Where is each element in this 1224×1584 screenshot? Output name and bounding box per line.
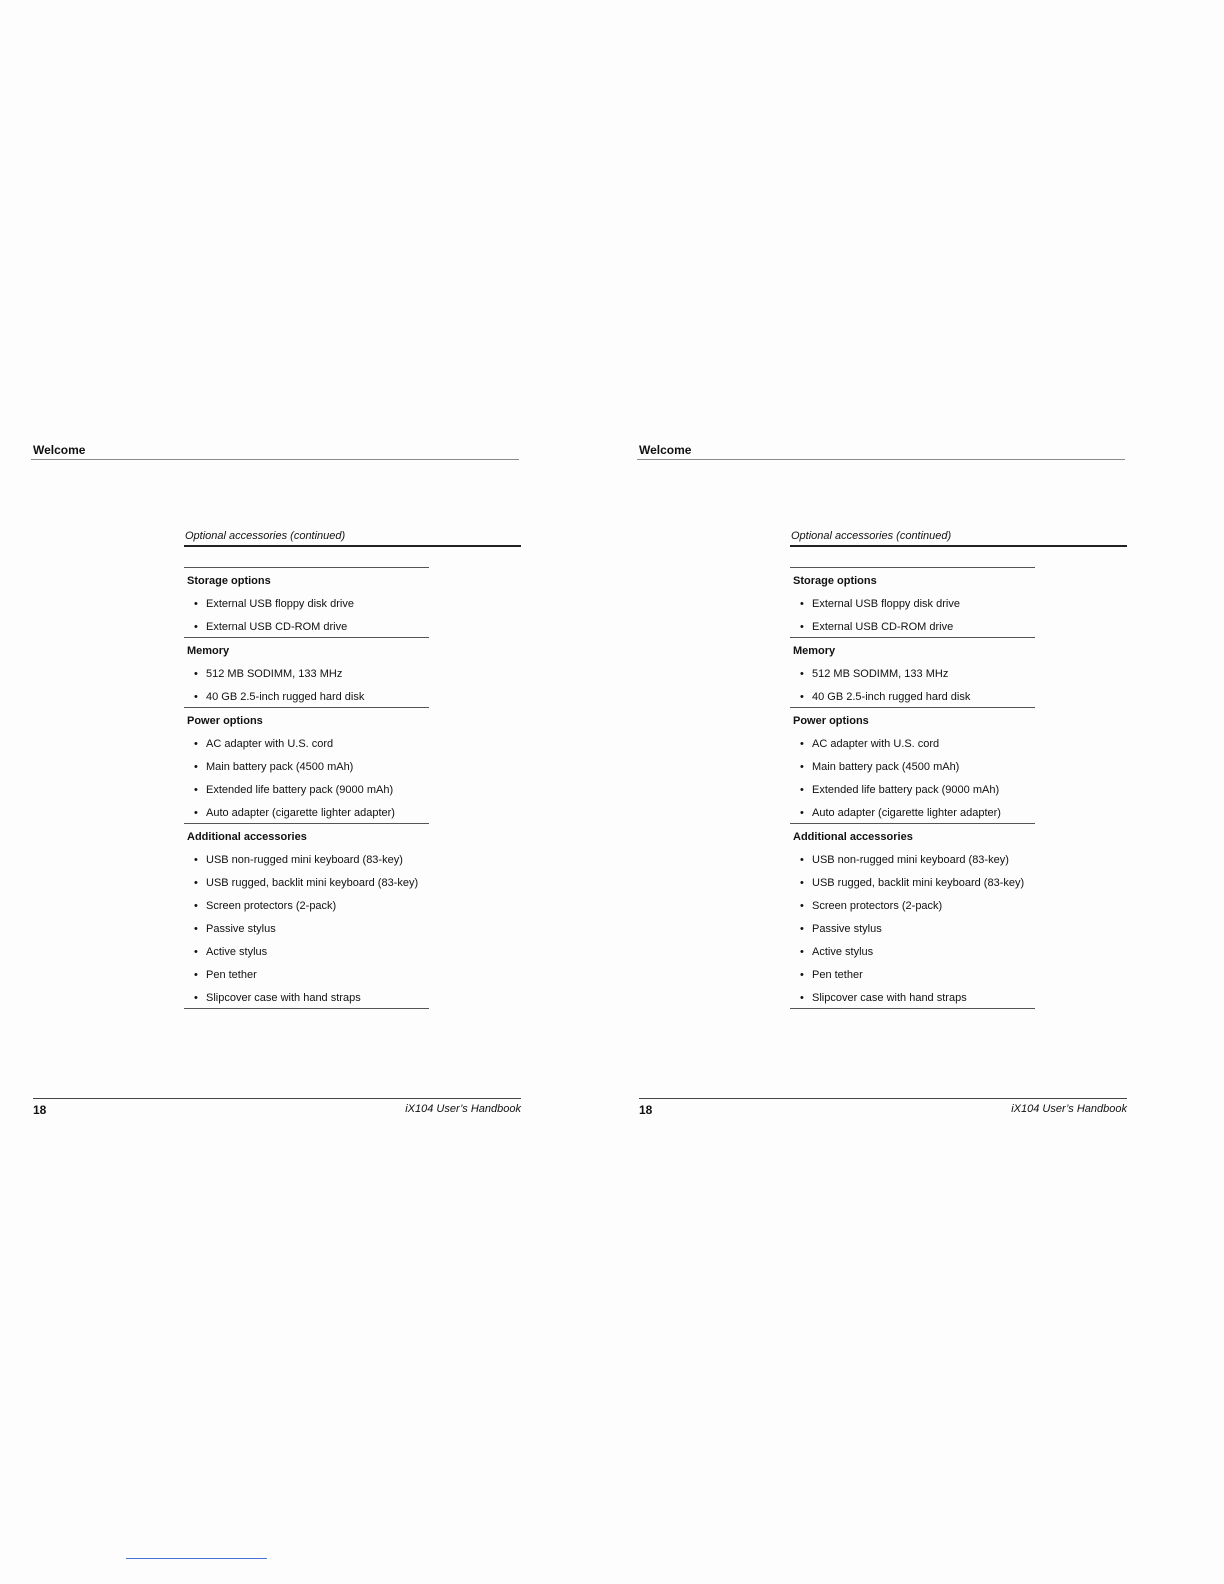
header-rule <box>637 459 1125 460</box>
list-item <box>790 985 1035 1008</box>
bullet-icon: • <box>194 900 198 912</box>
bullet-icon: • <box>800 877 804 889</box>
list-item-label: Pen tether <box>206 969 257 981</box>
bullet-icon: • <box>194 598 198 610</box>
list-item <box>790 661 1035 684</box>
list-item-label: Slipcover case with hand straps <box>206 992 361 1004</box>
list-item <box>184 777 429 800</box>
bullet-icon: • <box>194 691 198 703</box>
bullet-icon: • <box>194 784 198 796</box>
bullet-icon: • <box>800 691 804 703</box>
list-item-label: Auto adapter (cigarette lighter adapter) <box>812 807 1001 819</box>
list-item <box>790 731 1035 754</box>
list-item <box>790 962 1035 985</box>
book-title: iX104 User’s Handbook <box>405 1103 521 1115</box>
section-title: Additional accessories <box>187 831 307 843</box>
section-additional-accessories <box>184 824 429 1009</box>
list-item <box>790 684 1035 707</box>
list-item-label: External USB floppy disk drive <box>812 598 960 610</box>
list-item <box>184 893 429 916</box>
list-item-label: Extended life battery pack (9000 mAh) <box>206 784 394 796</box>
running-header: Welcome <box>33 443 86 457</box>
section-title: Memory <box>187 645 230 657</box>
page-number: 18 <box>33 1103 47 1117</box>
bullet-icon: • <box>800 969 804 981</box>
list-item-label: USB non-rugged mini keyboard (83-key) <box>206 854 403 866</box>
list-item-label: Passive stylus <box>206 923 276 935</box>
bullet-icon: • <box>194 854 198 866</box>
book-title: iX104 User’s Handbook <box>1011 1103 1127 1115</box>
section-title: Power options <box>187 715 263 727</box>
list-item-label: Main battery pack (4500 mAh) <box>206 761 354 773</box>
bullet-icon: • <box>800 784 804 796</box>
bullet-icon: • <box>194 923 198 935</box>
page-right <box>606 0 1218 1584</box>
list-item <box>184 939 429 962</box>
bullet-icon: • <box>800 668 804 680</box>
bullet-icon: • <box>194 992 198 1004</box>
section-title: Storage options <box>793 575 877 587</box>
list-item <box>184 684 429 707</box>
list-item <box>790 754 1035 777</box>
list-item <box>184 591 429 614</box>
list-item-label: Slipcover case with hand straps <box>812 992 967 1004</box>
bullet-icon: • <box>800 807 804 819</box>
bullet-icon: • <box>194 621 198 633</box>
list-item <box>790 591 1035 614</box>
list-item-label: External USB CD-ROM drive <box>206 621 348 633</box>
bullet-icon: • <box>194 969 198 981</box>
table-caption: Optional accessories (continued) <box>791 530 952 542</box>
page-number: 18 <box>639 1103 653 1117</box>
list-item-label: 512 MB SODIMM, 133 MHz <box>206 668 343 680</box>
list-item-label: Screen protectors (2-pack) <box>206 900 337 912</box>
footer-rule <box>639 1098 1127 1099</box>
caption-rule <box>184 545 521 547</box>
bullet-icon: • <box>800 738 804 750</box>
list-item <box>790 870 1035 893</box>
list-item-label: USB rugged, backlit mini keyboard (83-key) <box>812 877 1025 889</box>
list-item <box>184 985 429 1008</box>
bullet-icon: • <box>194 807 198 819</box>
list-item <box>790 800 1035 823</box>
list-item-label: 40 GB 2.5-inch rugged hard disk <box>812 691 971 703</box>
section-title: Memory <box>793 645 836 657</box>
list-item-label: External USB CD-ROM drive <box>812 621 954 633</box>
list-item-label: Screen protectors (2-pack) <box>812 900 943 912</box>
section-storage-options <box>790 568 1035 638</box>
section-memory <box>184 638 429 708</box>
list-item-label: Active stylus <box>206 946 268 958</box>
section-memory <box>790 638 1035 708</box>
list-item-label: Main battery pack (4500 mAh) <box>812 761 960 773</box>
list-item-label: AC adapter with U.S. cord <box>206 738 334 750</box>
bullet-icon: • <box>800 992 804 1004</box>
section-title: Additional accessories <box>793 831 913 843</box>
list-item-label: USB rugged, backlit mini keyboard (83-key) <box>206 877 419 889</box>
list-item <box>790 939 1035 962</box>
list-item <box>184 870 429 893</box>
list-item-label: Auto adapter (cigarette lighter adapter) <box>206 807 395 819</box>
bullet-icon: • <box>194 761 198 773</box>
list-item-label: USB non-rugged mini keyboard (83-key) <box>812 854 1009 866</box>
section-power-options <box>790 708 1035 824</box>
section-power-options <box>184 708 429 824</box>
list-item <box>790 916 1035 939</box>
list-item <box>790 777 1035 800</box>
bullet-icon: • <box>194 877 198 889</box>
bullet-icon: • <box>800 923 804 935</box>
bullet-icon: • <box>800 854 804 866</box>
list-item <box>184 731 429 754</box>
bullet-icon: • <box>194 668 198 680</box>
section-title: Power options <box>793 715 869 727</box>
list-item <box>184 962 429 985</box>
list-item <box>184 614 429 637</box>
bullet-icon: • <box>800 761 804 773</box>
list-item <box>790 847 1035 870</box>
list-item-label: AC adapter with U.S. cord <box>812 738 940 750</box>
bullet-icon: • <box>800 621 804 633</box>
running-header: Welcome <box>639 443 692 457</box>
section-storage-options <box>184 568 429 638</box>
header-rule <box>31 459 519 460</box>
bullet-icon: • <box>800 598 804 610</box>
footer-rule <box>33 1098 521 1099</box>
list-item <box>184 800 429 823</box>
caption-rule <box>790 545 1127 547</box>
accessories-table <box>790 567 1035 1009</box>
list-item <box>184 847 429 870</box>
list-item <box>184 916 429 939</box>
list-item <box>790 893 1035 916</box>
section-additional-accessories <box>790 824 1035 1009</box>
list-item-label: Extended life battery pack (9000 mAh) <box>812 784 1000 796</box>
list-item <box>184 754 429 777</box>
list-item-label: Active stylus <box>812 946 874 958</box>
table-caption: Optional accessories (continued) <box>185 530 346 542</box>
accessories-table <box>184 567 429 1009</box>
bullet-icon: • <box>194 946 198 958</box>
list-item-label: 512 MB SODIMM, 133 MHz <box>812 668 949 680</box>
list-item-label: External USB floppy disk drive <box>206 598 354 610</box>
list-item-label: 40 GB 2.5-inch rugged hard disk <box>206 691 365 703</box>
list-item-label: Passive stylus <box>812 923 882 935</box>
bullet-icon: • <box>800 900 804 912</box>
bullet-icon: • <box>800 946 804 958</box>
list-item <box>790 614 1035 637</box>
list-item <box>184 661 429 684</box>
section-title: Storage options <box>187 575 271 587</box>
bullet-icon: • <box>194 738 198 750</box>
footnote-link-rule <box>126 1558 267 1559</box>
list-item-label: Pen tether <box>812 969 863 981</box>
